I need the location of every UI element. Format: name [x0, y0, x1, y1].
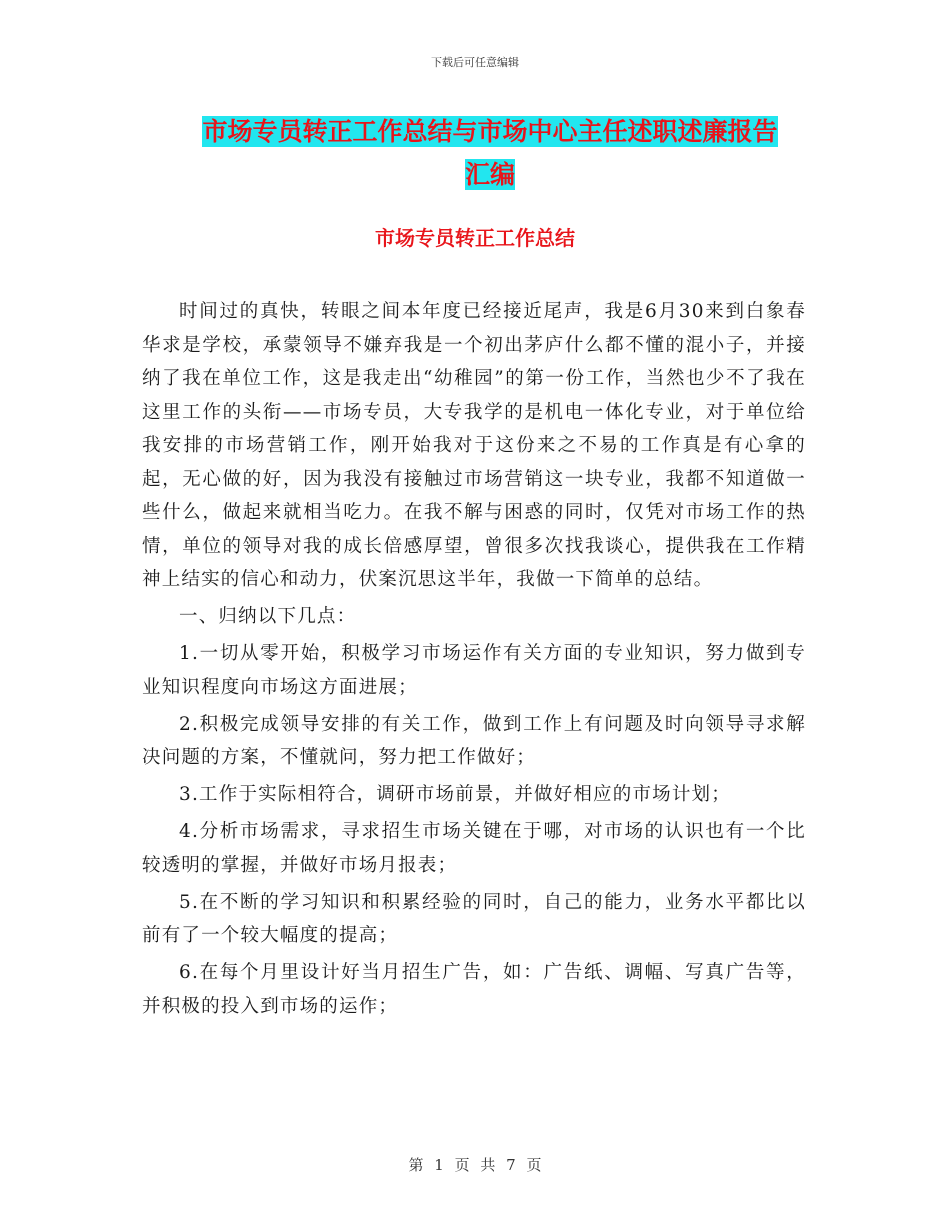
- list-item-3: 3.工作于实际相符合，调研市场前景，并做好相应的市场计划；: [179, 784, 731, 805]
- list-item-6: 6.在每个月里设计好当月招生广告，如：广告纸、调幅、写真广告等，并积极的投入到市场的运作；: [142, 962, 806, 1017]
- section-title: 市场专员转正工作总结: [375, 226, 575, 250]
- document-title-line2: 汇编: [464, 160, 515, 189]
- list-item-4: 4.分析市场需求，寻求招生市场关键在于哪，对市场的认识也有一个比较透明的掌握，并做好市场月报表；: [142, 821, 806, 876]
- list-item-2: 2.积极完成领导安排的有关工作，做到工作上有问题及时向领导寻求解决问题的方案，不懂就问，努力把工作做好；: [142, 713, 806, 768]
- document-title: [150, 110, 830, 196]
- list-item-5: 5.在不断的学习知识和积累经验的同时，自己的能力，业务水平都比以前有了一个较大幅度的提高；: [142, 891, 806, 946]
- document-body: [142, 295, 806, 1027]
- paragraph-summary-heading: 一、归纳以下几点：: [179, 606, 357, 627]
- document-title-line1: 市场专员转正工作总结与市场中心主任述职述廉报告: [202, 117, 778, 146]
- page-header-note: 下载后可任意编辑: [431, 56, 519, 69]
- list-item-1: 1.一切从零开始，积极学习市场运作有关方面的专业知识，努力做到专业知识程度向市场这方面进展；: [142, 643, 806, 698]
- page-number-footer: 第 1 页 共 7 页: [408, 1156, 542, 1174]
- paragraph-intro: 时间过的真快，转眼之间本年度已经接近尾声，我是6月30来到白象春华求是学校，承蒙领导不嫌弃我是一个初出茅庐什么都不懂的混小子，并接纳了我在单位工作，这是我走出“幼稚园”的第一份工作，当然也少不了我在这里工作的头衔——市场专员，大专我学的是机电一体化专业，对于单位给我安排的市场营销工作，刚开始我对于这份来之不易的工作真是有心拿的起，无心做的好，因为我没有接触过市场营销这一块专业，我都不知道做一些什么，做起来就相当吃力。在我不解与困惑的同时，仅凭对市场工作的热情，单位的领导对我的成长倍感厚望，曾很多次找我谈心，提供我在工作精神上结实的信心和动力，伏案沉思这半年，我做一下简单的总结。: [142, 301, 806, 590]
